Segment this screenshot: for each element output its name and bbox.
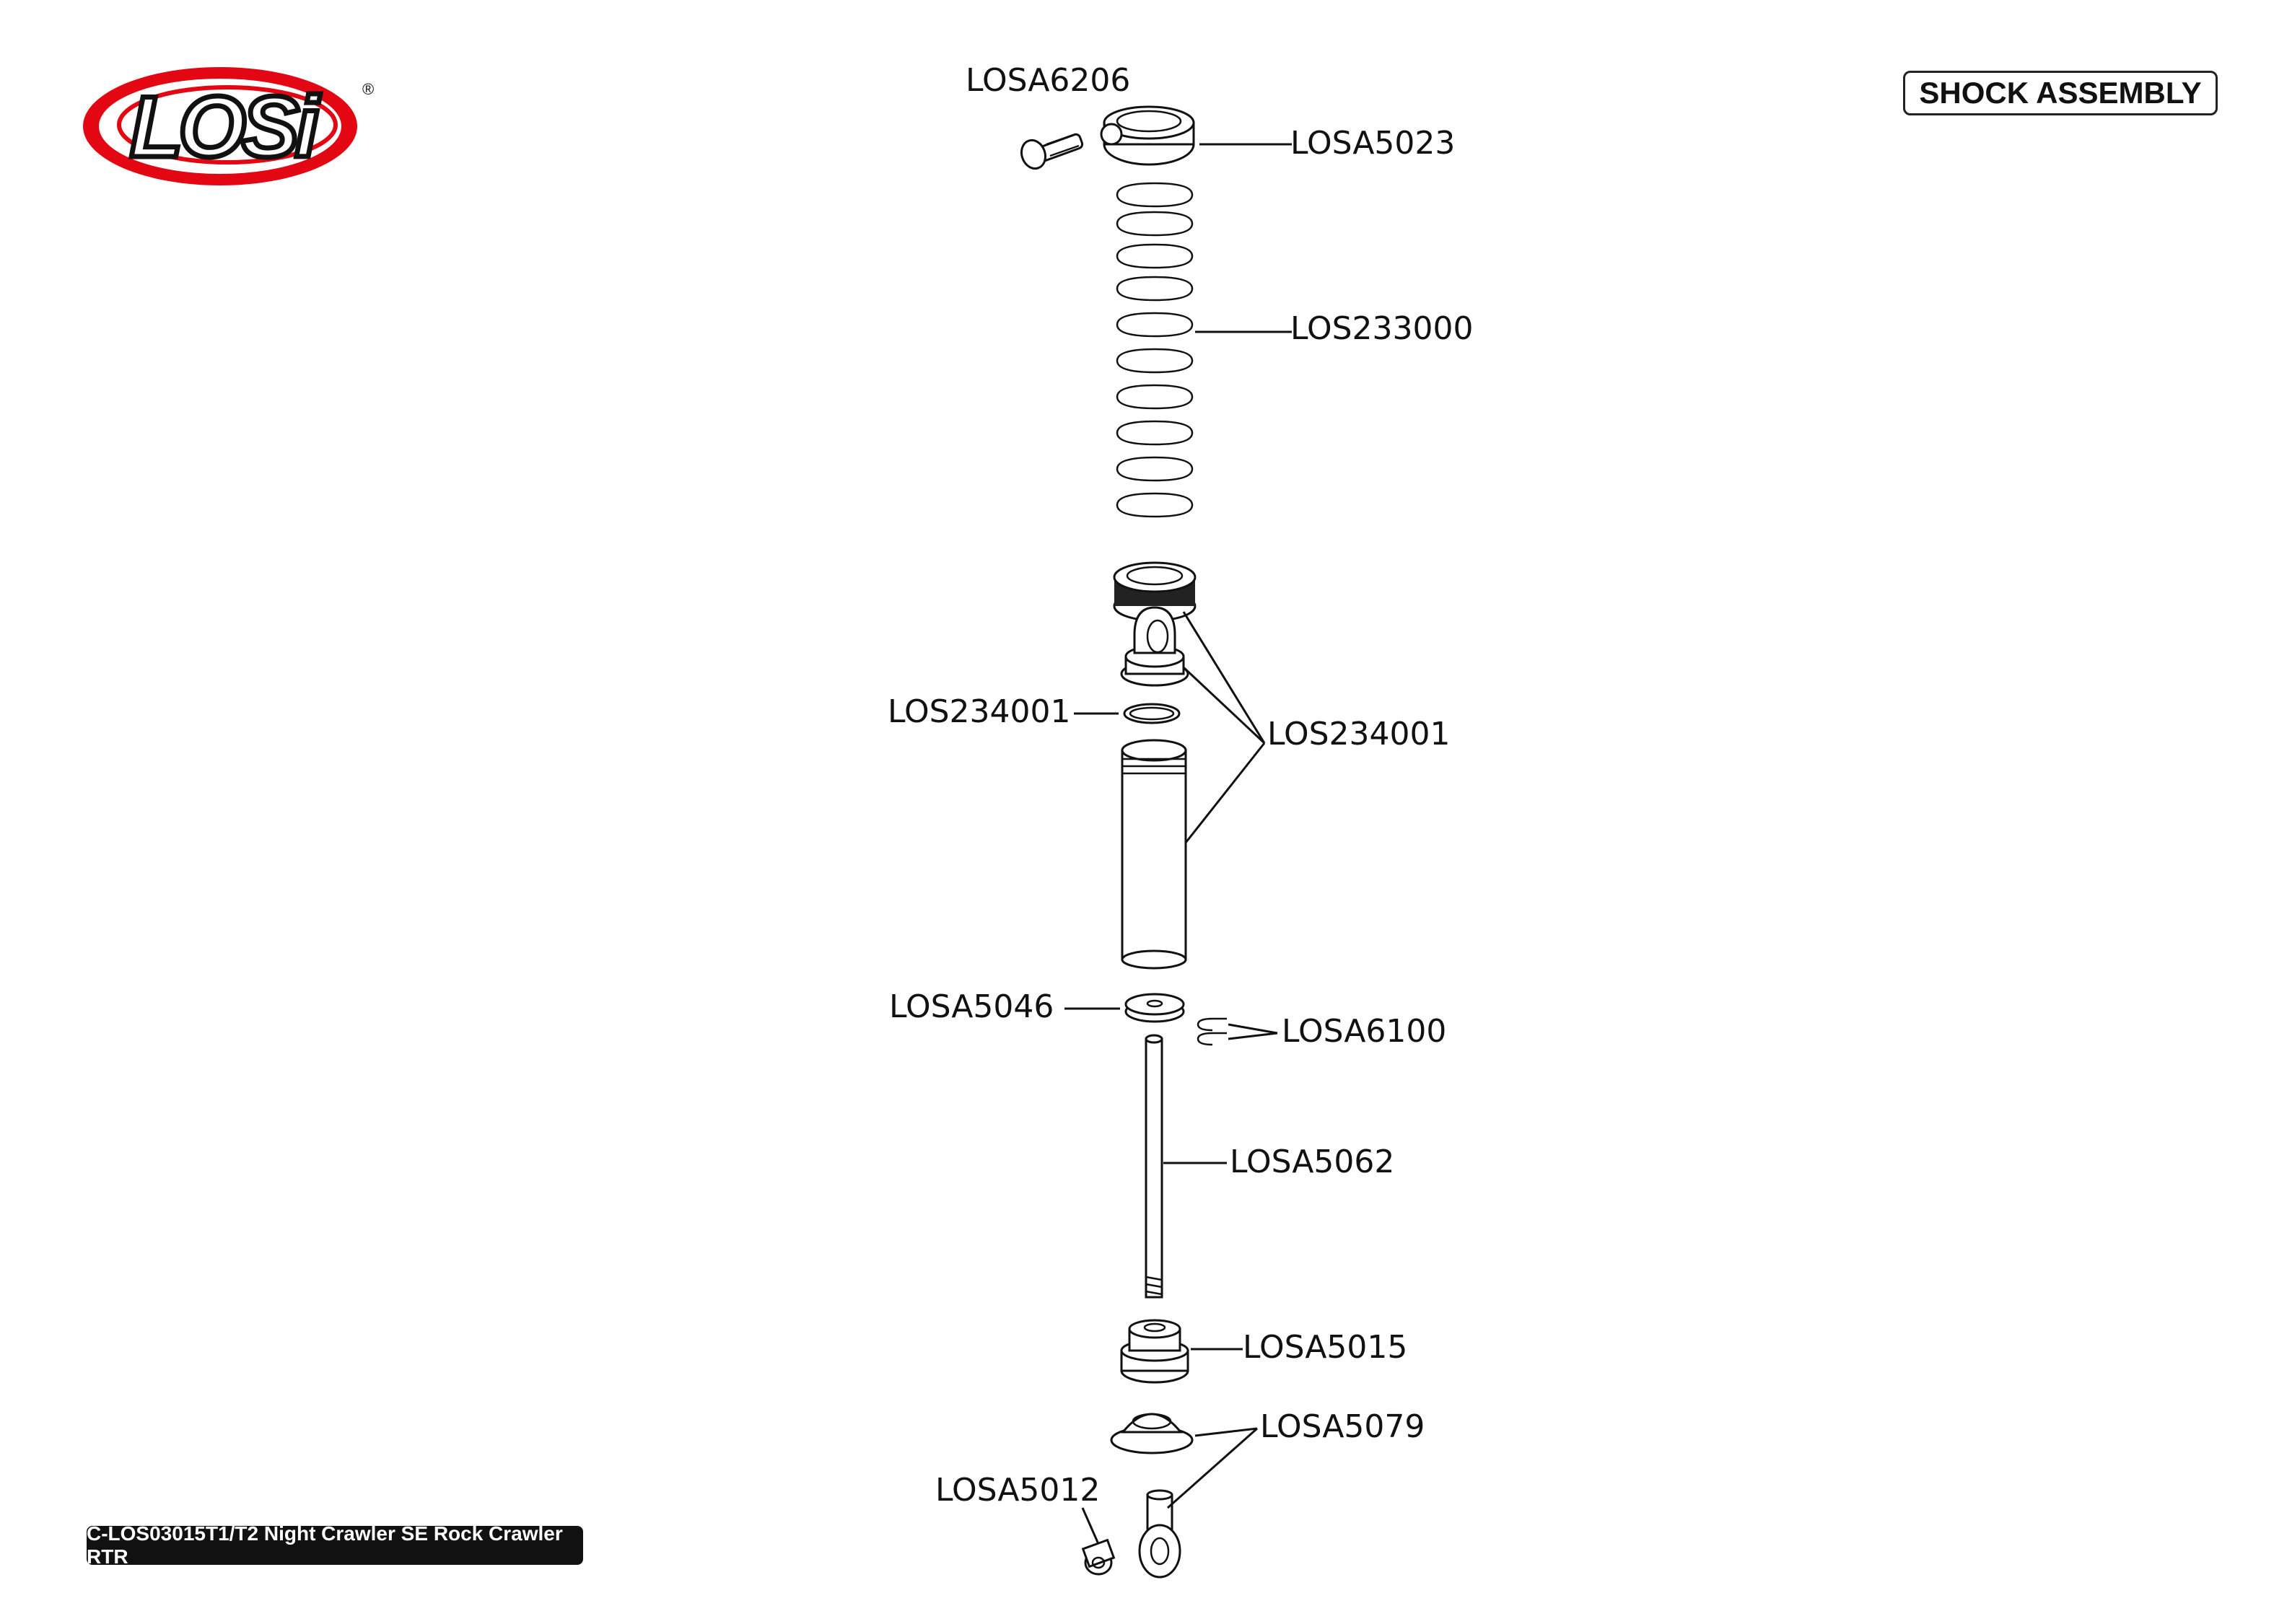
screw-part	[1018, 133, 1083, 172]
top-eyelet-part	[1121, 607, 1188, 685]
callout-piston: LOSA5046	[889, 988, 1054, 1025]
callout-spring-cup: LOSA5023	[1290, 125, 1456, 162]
callout-shaft: LOSA5062	[1230, 1144, 1395, 1180]
leader-rod-end-cup	[1195, 1428, 1257, 1436]
section-title: SHOCK ASSEMBLY	[1903, 71, 2218, 115]
product-label: C-LOS03015T1/T2 Night Crawler SE Rock Crawler RTR	[87, 1526, 583, 1565]
callout-rod-end-kit: LOSA5079	[1260, 1408, 1425, 1445]
leader-e-clips-1	[1228, 1024, 1277, 1033]
shaft-part	[1146, 1035, 1162, 1297]
leader-ball-bushing	[1083, 1508, 1098, 1544]
ball-bushing-part	[1083, 1540, 1114, 1574]
spring-cup-part	[1101, 107, 1194, 164]
logo-wordmark: LOSi	[130, 79, 315, 175]
o-ring-part	[1124, 704, 1179, 723]
callout-ball-bushing: LOSA5012	[935, 1472, 1101, 1509]
callout-lower-cap: LOSA5015	[1243, 1329, 1408, 1366]
callout-o-ring: LOS234001	[888, 693, 1071, 730]
leader-body-kit-2	[1184, 667, 1264, 743]
registered-mark: ®	[362, 80, 375, 98]
leader-rod-end	[1168, 1428, 1257, 1508]
callout-shock-body-kit: LOS234001	[1267, 716, 1451, 752]
lower-cap-part	[1121, 1320, 1188, 1382]
rod-end-part	[1140, 1491, 1180, 1577]
shock-cap-part	[1114, 563, 1195, 620]
rod-end-cup-part	[1111, 1414, 1192, 1453]
losi-logo	[79, 61, 382, 191]
leader-body-kit	[1184, 612, 1264, 743]
leader-e-clips-2	[1228, 1033, 1277, 1039]
e-clips-part	[1198, 1019, 1227, 1045]
shock-body-part	[1122, 740, 1186, 968]
callout-screw: LOSA6206	[966, 62, 1131, 99]
spring-part	[1117, 183, 1192, 517]
leader-body-kit-3	[1186, 743, 1264, 843]
callout-spring: LOS233000	[1290, 310, 1474, 347]
piston-part	[1126, 994, 1184, 1022]
callout-e-clips: LOSA6100	[1282, 1013, 1447, 1050]
